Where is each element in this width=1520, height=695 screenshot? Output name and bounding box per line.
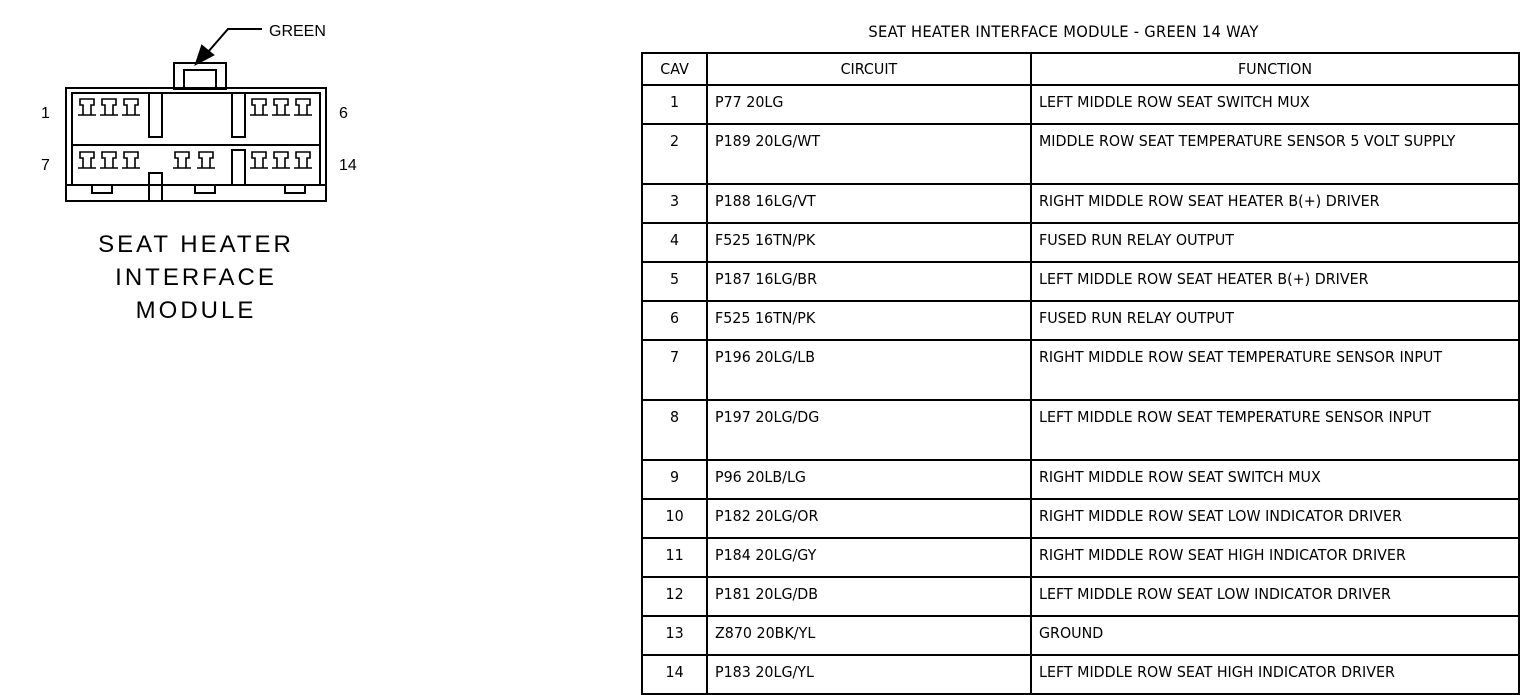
function-cell: MIDDLE ROW SEAT TEMPERATURE SENSOR 5 VOLT SUPPLY bbox=[1031, 124, 1519, 184]
cav-cell: 2 bbox=[642, 124, 707, 184]
circuit-cell: P77 20LG bbox=[707, 85, 1031, 124]
pin-label-14: 14 bbox=[339, 157, 357, 174]
connector-latch bbox=[174, 63, 226, 89]
cavity-row-bottom bbox=[78, 152, 312, 168]
cav-cell: 6 bbox=[642, 301, 707, 340]
module-caption-line: MODULE bbox=[135, 297, 257, 324]
circuit-cell: Z870 20BK/YL bbox=[707, 616, 1031, 655]
table-row bbox=[642, 85, 1519, 124]
connector-color-label: GREEN bbox=[269, 23, 326, 40]
function-cell: LEFT MIDDLE ROW SEAT TEMPERATURE SENSOR INPUT bbox=[1031, 400, 1519, 460]
cav-cell: 14 bbox=[642, 655, 707, 694]
module-caption-line: INTERFACE bbox=[115, 264, 277, 291]
cav-cell: 13 bbox=[642, 616, 707, 655]
table-row bbox=[642, 538, 1519, 577]
circuit-cell: F525 16TN/PK bbox=[707, 301, 1031, 340]
pin-label-1: 1 bbox=[41, 105, 50, 122]
table-row bbox=[642, 262, 1519, 301]
pinout-table bbox=[641, 52, 1520, 695]
function-cell: RIGHT MIDDLE ROW SEAT HIGH INDICATOR DRIVER bbox=[1031, 538, 1519, 577]
pin-label-6: 6 bbox=[339, 105, 348, 122]
circuit-cell: P96 20LB/LG bbox=[707, 460, 1031, 499]
cav-cell: 11 bbox=[642, 538, 707, 577]
circuit-cell: P183 20LG/YL bbox=[707, 655, 1031, 694]
cavity-row-top bbox=[78, 99, 312, 115]
connector-diagram bbox=[0, 0, 400, 230]
table-row bbox=[642, 499, 1519, 538]
circuit-cell: P184 20LG/GY bbox=[707, 538, 1031, 577]
function-cell: LEFT MIDDLE ROW SEAT HIGH INDICATOR DRIVER bbox=[1031, 655, 1519, 694]
table-row bbox=[642, 577, 1519, 616]
cav-cell: 5 bbox=[642, 262, 707, 301]
circuit-cell: F525 16TN/PK bbox=[707, 223, 1031, 262]
circuit-cell: P187 16LG/BR bbox=[707, 262, 1031, 301]
header-cav: CAV bbox=[642, 53, 707, 85]
table-row bbox=[642, 340, 1519, 400]
circuit-cell: P197 20LG/DG bbox=[707, 400, 1031, 460]
table-row bbox=[642, 223, 1519, 262]
table-header-row bbox=[642, 53, 1519, 85]
header-function: FUNCTION bbox=[1031, 53, 1519, 85]
circuit-cell: P182 20LG/OR bbox=[707, 499, 1031, 538]
circuit-cell: P196 20LG/LB bbox=[707, 340, 1031, 400]
circuit-cell: P181 20LG/DB bbox=[707, 577, 1031, 616]
function-cell: LEFT MIDDLE ROW SEAT HEATER B(+) DRIVER bbox=[1031, 262, 1519, 301]
table-row bbox=[642, 460, 1519, 499]
circuit-cell: P189 20LG/WT bbox=[707, 124, 1031, 184]
table-row bbox=[642, 301, 1519, 340]
module-caption bbox=[80, 228, 312, 327]
function-cell: FUSED RUN RELAY OUTPUT bbox=[1031, 223, 1519, 262]
table-row bbox=[642, 655, 1519, 694]
function-cell: RIGHT MIDDLE ROW SEAT HEATER B(+) DRIVER bbox=[1031, 184, 1519, 223]
cav-cell: 8 bbox=[642, 400, 707, 460]
circuit-cell: P188 16LG/VT bbox=[707, 184, 1031, 223]
callout-leader-line bbox=[208, 29, 262, 52]
cav-cell: 12 bbox=[642, 577, 707, 616]
cav-cell: 9 bbox=[642, 460, 707, 499]
cav-cell: 1 bbox=[642, 85, 707, 124]
table-row bbox=[642, 616, 1519, 655]
cav-cell: 4 bbox=[642, 223, 707, 262]
function-cell: LEFT MIDDLE ROW SEAT SWITCH MUX bbox=[1031, 85, 1519, 124]
header-circuit: CIRCUIT bbox=[707, 53, 1031, 85]
cav-cell: 7 bbox=[642, 340, 707, 400]
table-title: SEAT HEATER INTERFACE MODULE - GREEN 14 WAY bbox=[868, 22, 1259, 41]
function-cell: GROUND bbox=[1031, 616, 1519, 655]
function-cell: RIGHT MIDDLE ROW SEAT LOW INDICATOR DRIVER bbox=[1031, 499, 1519, 538]
table-row bbox=[642, 400, 1519, 460]
pin-label-7: 7 bbox=[41, 157, 50, 174]
function-cell: FUSED RUN RELAY OUTPUT bbox=[1031, 301, 1519, 340]
table-row bbox=[642, 184, 1519, 223]
cav-cell: 3 bbox=[642, 184, 707, 223]
function-cell: LEFT MIDDLE ROW SEAT LOW INDICATOR DRIVER bbox=[1031, 577, 1519, 616]
cav-cell: 10 bbox=[642, 499, 707, 538]
function-cell: RIGHT MIDDLE ROW SEAT SWITCH MUX bbox=[1031, 460, 1519, 499]
table-row bbox=[642, 124, 1519, 184]
module-caption-line: SEAT HEATER bbox=[98, 231, 294, 258]
function-cell: RIGHT MIDDLE ROW SEAT TEMPERATURE SENSOR INPUT bbox=[1031, 340, 1519, 400]
